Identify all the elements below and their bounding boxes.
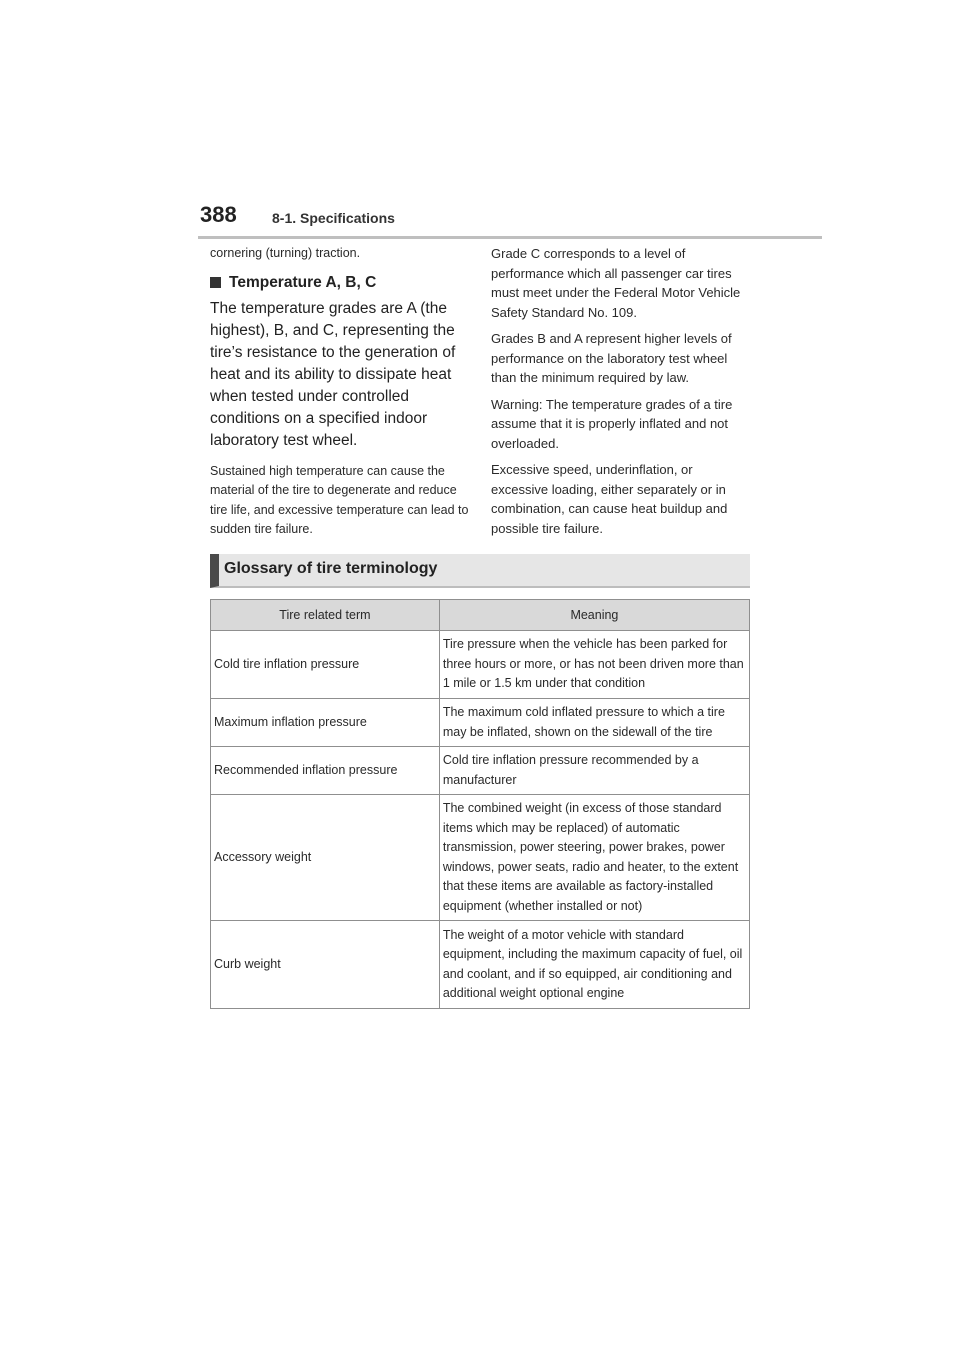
meaning-cell: Cold tire inflation pressure recommended by a manufacturer	[439, 747, 749, 795]
section-title: 8-1. Specifications	[272, 210, 395, 226]
table-row	[211, 747, 750, 795]
meaning-cell: The maximum cold inflated pressure to which a tire may be inflated, shown on the sidewall of the tire	[439, 699, 749, 747]
term-cell: Recommended inflation pressure	[211, 747, 440, 795]
grade-c-paragraph: Grade C corresponds to a level of performance which all passenger car tires must meet under the Federal Motor Vehicle Safety Standard No. 109.	[491, 246, 741, 320]
temperature-heading-text: Temperature A, B, C	[229, 273, 377, 291]
table-row	[211, 795, 750, 921]
warning-paragraph: Warning: The temperature grades of a tire assume that it is properly inflated and not overloaded.	[491, 396, 733, 451]
grades-ba-paragraph: Grades B and A represent higher levels of performance on the laboratory test wheel than the minimum required by law.	[491, 331, 732, 385]
term-cell: Maximum inflation pressure	[211, 699, 440, 747]
square-bullet-icon	[210, 277, 221, 288]
page-header	[198, 200, 822, 239]
table-header-row	[211, 600, 750, 631]
glossary-title: Glossary of tire terminology	[224, 560, 438, 577]
intro-text: cornering (turning) traction.	[210, 246, 361, 260]
left-column	[210, 244, 470, 550]
glossary-table	[210, 599, 750, 1009]
meaning-cell: The combined weight (in excess of those standard items which may be replaced) of automatic transmission, power steering, power brakes, power windows, power seats, radio and heater, to the extent that these items are available as factory-installed equipment (whether installed or not)	[439, 795, 749, 921]
term-cell: Cold tire inflation pressure	[211, 631, 440, 699]
right-column	[491, 244, 751, 545]
term-cell: Curb weight	[211, 921, 440, 1009]
column-header-meaning: Meaning	[439, 600, 749, 631]
glossary-banner	[210, 554, 750, 588]
meaning-cell: Tire pressure when the vehicle has been parked for three hours or more, or has not been driven more than 1 mile or 1.5 km under that condition	[439, 631, 749, 699]
table-row	[211, 921, 750, 1009]
page-number: 388	[200, 202, 237, 227]
table-row	[211, 699, 750, 747]
sustained-heat-paragraph: Sustained high temperature can cause the material of the tire to degenerate and reduce tire life, and excessive temperature can lead to sudden tire failure.	[210, 463, 469, 536]
meaning-cell: The weight of a motor vehicle with standard equipment, including the maximum capacity of fuel, oil and coolant, and if so equipped, air conditioning and additional weight optional engine	[439, 921, 749, 1009]
table-row	[211, 631, 750, 699]
column-header-term: Tire related term	[211, 600, 440, 631]
term-cell: Accessory weight	[211, 795, 440, 921]
temperature-heading	[210, 274, 470, 292]
excessive-speed-paragraph: Excessive speed, underinflation, or excessive loading, either separately or in combination, can cause heat buildup and possible tire failure.	[491, 462, 728, 536]
temperature-paragraph: The temperature grades are A (the highest), B, and C, representing the tire’s resistance to the generation of heat and its ability to dissipate heat when tested under controlled conditions on a specified indoor laboratory test wheel.	[210, 299, 456, 449]
